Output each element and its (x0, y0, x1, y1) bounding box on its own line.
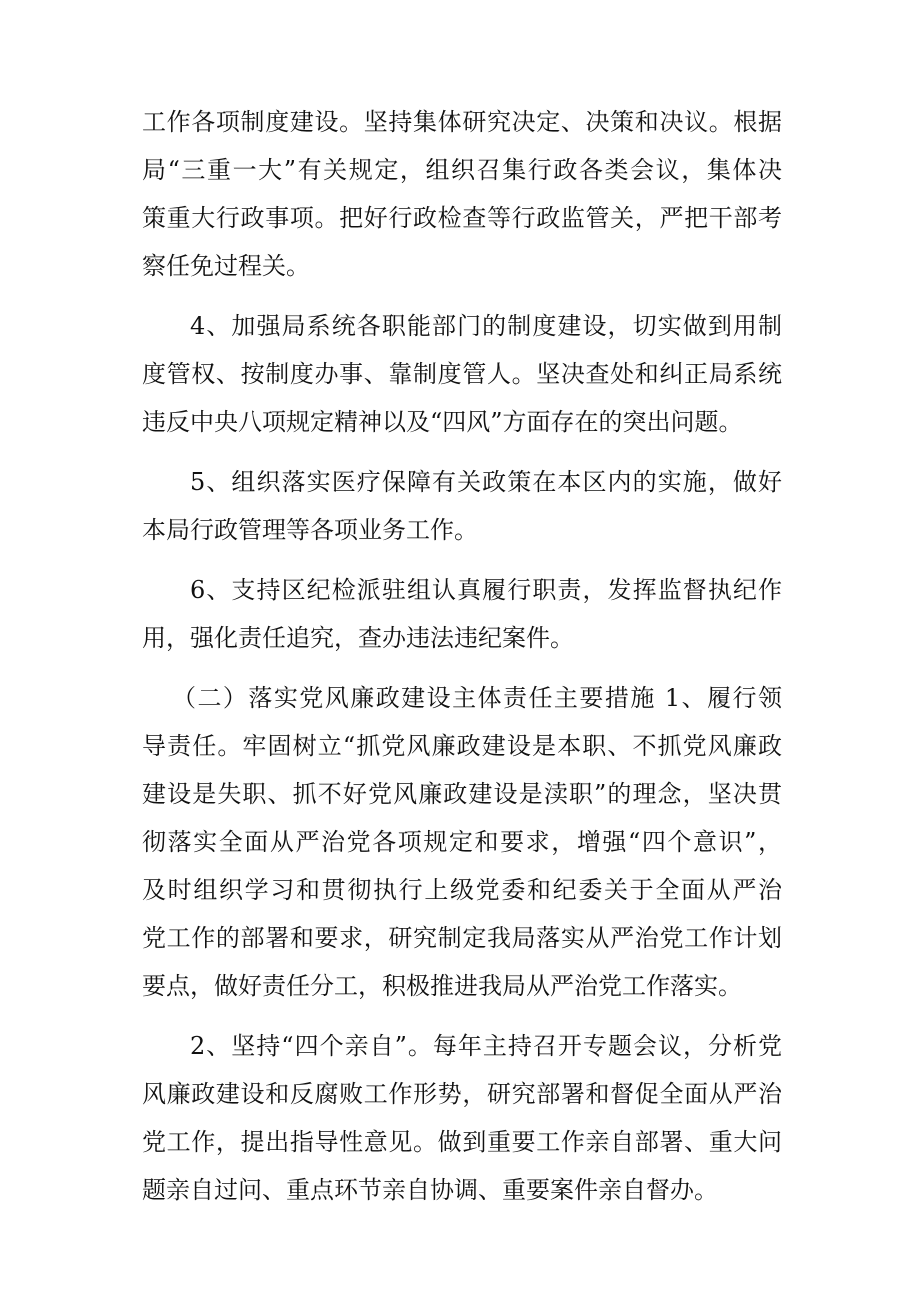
text-line: 本局行政管理等各项业务工作。 (142, 516, 478, 544)
text-line: 局“三重一大”有关规定，组织召集行政各类会议，集体决 (142, 156, 782, 184)
paragraph-5 (142, 674, 782, 1010)
text-line: 用，强化责任追究，查办违法违纪案件。 (142, 624, 574, 652)
text-line: 建设是失职、抓不好党风廉政建设是渎职”的理念，坚决贯 (142, 780, 782, 808)
text-line: 策重大行政事项。把好行政检查等行政监管关，严把干部考 (142, 204, 782, 232)
text-line: 党工作的部署和要求，研究制定我局落实从严治党工作计划 (142, 924, 782, 952)
paragraph-3 (142, 458, 782, 554)
text-line: 导责任。牢固树立“抓党风廉政建设是本职、不抓党风廉政 (142, 732, 782, 760)
text-line: （二）落实党风廉政建设主体责任主要措施 1、履行领 (172, 684, 782, 712)
document-body (142, 98, 782, 1214)
text-line: 要点，做好责任分工，积极推进我局从严治党工作落实。 (142, 972, 742, 1000)
text-line: 4、加强局系统各职能部门的制度建设，切实做到用制 (190, 312, 782, 340)
paragraph-6 (142, 1022, 782, 1214)
paragraph-2 (142, 302, 782, 446)
text-line: 党工作，提出指导性意见。做到重要工作亲自部署、重大问 (142, 1128, 782, 1156)
text-line: 彻落实全面从严治党各项规定和要求，增强“四个意识”， (142, 828, 782, 856)
text-line: 及时组织学习和贯彻执行上级党委和纪委关于全面从严治 (142, 876, 782, 904)
text-line: 2、坚持“四个亲自”。每年主持召开专题会议，分析党 (190, 1032, 782, 1060)
text-line: 风廉政建设和反腐败工作形势，研究部署和督促全面从严治 (142, 1080, 782, 1108)
text-line: 5、组织落实医疗保障有关政策在本区内的实施，做好 (190, 468, 782, 496)
text-line: 题亲自过问、重点环节亲自协调、重要案件亲自督办。 (142, 1176, 718, 1204)
text-line: 工作各项制度建设。坚持集体研究决定、决策和决议。根据 (142, 108, 782, 136)
text-line: 违反中央八项规定精神以及“四风”方面存在的突出问题。 (142, 408, 743, 436)
paragraph-4 (142, 566, 782, 662)
text-line: 度管权、按制度办事、靠制度管人。坚决查处和纠正局系统 (142, 360, 782, 388)
text-line: 6、支持区纪检派驻组认真履行职责，发挥监督执纪作 (190, 576, 782, 604)
paragraph-1 (142, 98, 782, 290)
text-line: 察任免过程关。 (142, 252, 310, 280)
